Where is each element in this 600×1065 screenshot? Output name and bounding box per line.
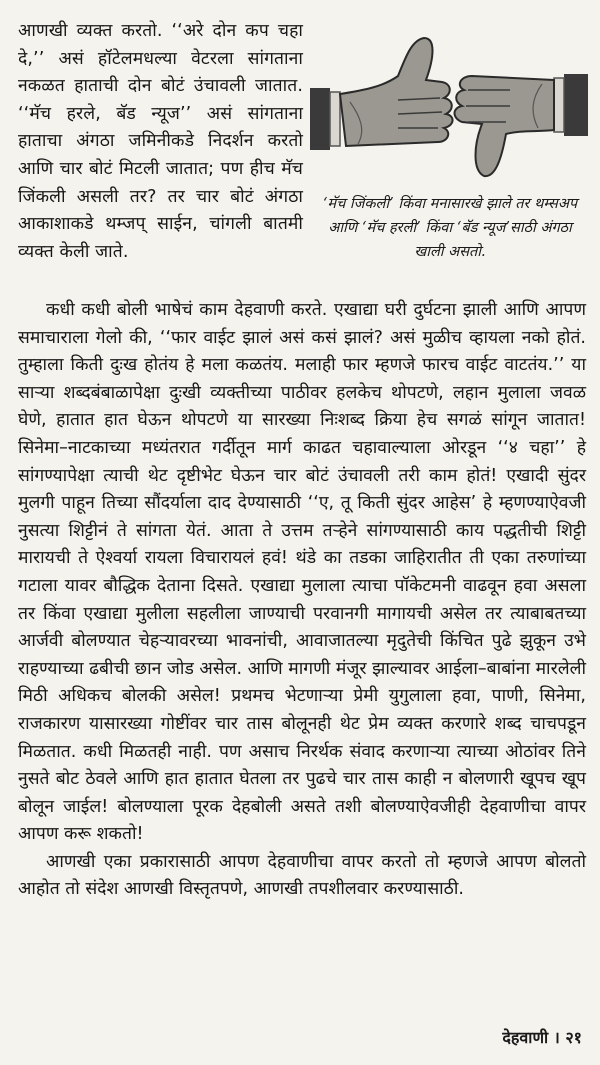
figure-caption: ‘मॅच जिंकली’ किंवा मनासारखे झाले तर थम्सअप आणि ‘मॅच हरली’ किंवा ‘बॅड न्यूज’साठी अंगठा खाली असतो. — [322, 196, 578, 260]
thumbs-figure — [306, 22, 594, 282]
paragraph-last: आणखी एका प्रकारासाठी आपण देहवाणीचा वापर करतो तो म्हणजे आपण बोलतो आहोत तो संदेश आणखी विस्तृतपणे, आणखी तपशीलवार करण्यासाठी. — [18, 851, 586, 900]
main-text — [18, 297, 586, 904]
paragraph-top: आणखी व्यक्त करतो. ‘‘अरे दोन कप चहा दे,’’ असं हॉटेलमधल्या वेटरला सांगताना नकळत हाताची दोन बोटं उंचावली जातात. ‘‘मॅच हरले, बॅड न्यूज’’ असं सांगताना हाताचा अंगठा जमिनीकडे निदर्शन करतो आणि चार बोटं मिटली जातात; पण हीच मॅच जिंकली असली तर? तर चार बोटं अंगठा आकाशाकडे थम्जप् साईन, चांगली बातमी व्यक्त केली जाते. — [18, 21, 303, 262]
thumbs-illustration — [306, 32, 594, 192]
page-footer: देहवाणी । २१ — [502, 1028, 582, 1047]
thumbs-down-icon — [455, 74, 589, 176]
top-text-column — [18, 18, 303, 266]
thumbs-up-icon — [310, 38, 453, 150]
paragraph-main: कधी कधी बोली भाषेचं काम देहवाणी करते. एखाद्या घरी दुर्घटना झाली आणि आपण समाचाराला गेलो की, ‘‘फार वाईट झालं असं कसं झालं? असं मुळीच व्हायला नको होतं. तुम्हाला किती दुःख होतंय हे मला कळतंय. मलाही फार म्हणजे फारच वाईट वाटतंय.’’ या साऱ्या शब्दबंबाळापेक्षा दुःखी व्यक्तीच्या पाठीवर हलकेच थोपटणे, लहान मुलाला जवळ घेणे, हातात हात घेऊन थोपटणे या सारख्या निःशब्द क्रिया हेच सगळं सांगून जातात! सिनेमा–नाटकाच्या मध्यंतरात गर्दीतून मार्ग काढत चहावाल्याला ओरडून ‘‘४ चहा’’ हे सांगण्यापेक्षा त्याची थेट दृष्टीभेट घेऊन चार बोटं उंचावली तरी काम होतं! एखादी सुंदर मुलगी पाहून तिच्या सौंदर्याला दाद देण्यासाठी ‘‘ए, तू किती सुंदर आहेस’ हे म्हणण्याऐवजी नुसत्या शिट्टीनं ते सांगता येतं. आता ते उत्तम तऱ्हेने सांगण्यासाठी काय पद्धतीची शिट्टी मारायची ते ऐश्वर्या रायला विचारायलं हवं! थंडे का तडका जाहिरातीत ती एका तरुणांच्या गटाला यावर बौद्धिक देताना दिसते. एखाद्या मुलाला त्याचा पॉकेटमनी वाढवून हवा असला तर किंवा एखाद्या मुलीला सहलीला जाण्याची परवानगी मागायची असेल तर त्याबाबतच्या आर्जवी बोलण्यात चेहऱ्यावरच्या भावनांची, आवाजातल्या मृदुतेची किंचित पुढे झुकून उभे राहण्याच्या ढबीची छान जोड असेल. आणि मागणी मंजूर झाल्यावर आईला–बाबांना मारलेली मिठी अधिकच बोलकी असेल! प्रथमच भेटणाऱ्या प्रेमी युगुलाला हवा, पाणी, सिनेमा, राजकारण यासारख्या गोष्टींवर चार तास बोलूनही थेट प्रेम व्यक्त करणारे शब्द चाचपडून मिळतात. कधी मिळतही नाही. पण असाच निरर्थक संवाद करणाऱ्या त्याच्या ओठांवर तिने नुसते बोट ठेवले आणि हात हातात घेतला तर पुढचे चार तास काही न बोलणारी खूपच खूप बोलून जाईल! बोलण्याला पूरक देहबोली असते तशी बोलण्याऐवजीही देहवाणीचा वापर आपण करू शकतो! — [18, 300, 586, 845]
